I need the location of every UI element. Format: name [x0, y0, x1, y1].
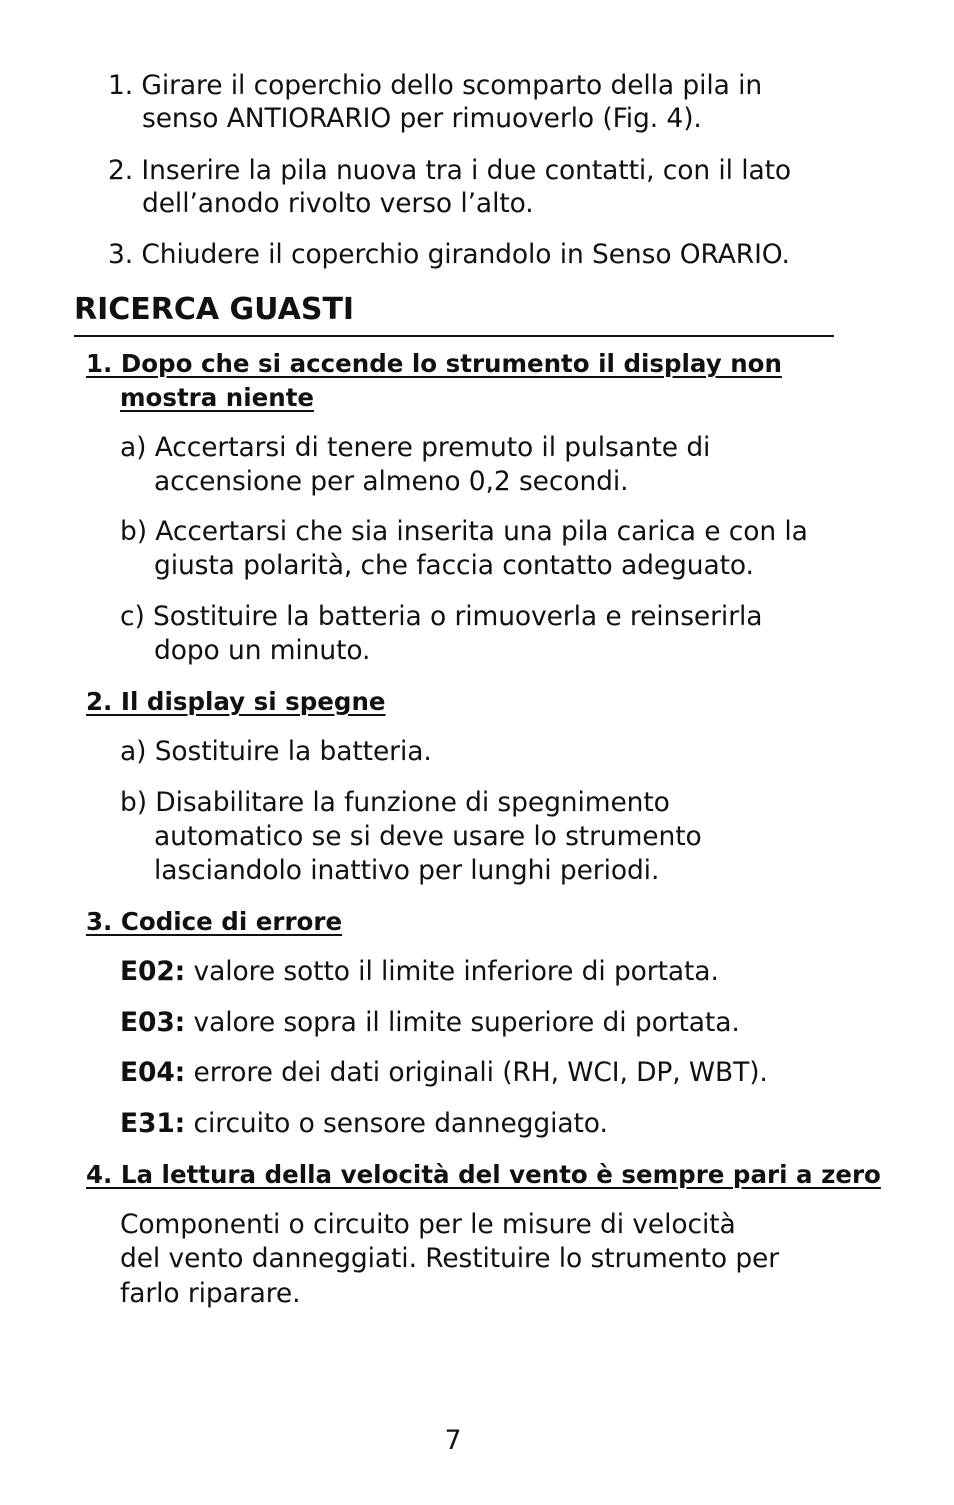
- step-2-line-1: 2. Inserire la pila nuova tra i due contatti, con il lato: [108, 155, 792, 186]
- problem-2-item-b-line-1: b) Disabilitare la funzione di spegnimento: [120, 787, 670, 818]
- problem-4-title: 4. La lettura della velocità del vento è sempre pari a zero: [86, 1160, 881, 1189]
- step-1-line-2: senso ANTIORARIO per rimuoverlo (Fig. 4).: [142, 103, 702, 134]
- error-code-label: E31:: [120, 1108, 186, 1139]
- problem-1-title-line-1: 1. Dopo che si accende lo strumento il display non: [86, 349, 782, 378]
- problem-1-item-b-line-2: giusta polarità, che faccia contatto adeguato.: [154, 550, 754, 581]
- section-divider: [74, 335, 834, 337]
- problem-4-body-line-1: Componenti o circuito per le misure di velocità: [120, 1209, 736, 1240]
- error-code-description: errore dei dati originali (RH, WCI, DP, WBT).: [185, 1057, 768, 1088]
- error-code-label: E02:: [120, 956, 186, 987]
- problem-1-item-b-line-1: b) Accertarsi che sia inserita una pila carica e con la: [120, 516, 808, 547]
- page-number: 7: [444, 1425, 462, 1456]
- error-code-row: [120, 1107, 608, 1141]
- problem-4-body-line-2: del vento danneggiati. Restituire lo strumento per: [120, 1243, 780, 1274]
- error-code-description: circuito o sensore danneggiato.: [185, 1108, 608, 1139]
- error-code-row: [120, 1006, 740, 1040]
- problem-3-title: 3. Codice di errore: [86, 907, 343, 936]
- problem-2-title: 2. Il display si spegne: [86, 687, 386, 716]
- problem-1-title-line-2: mostra niente: [120, 383, 315, 412]
- step-3-line-1: 3. Chiudere il coperchio girandolo in Senso ORARIO.: [108, 239, 790, 270]
- problem-1-item-a-line-2: accensione per almeno 0,2 secondi.: [154, 466, 629, 497]
- step-2-line-2: dell’anodo rivolto verso l’alto.: [142, 188, 534, 219]
- error-code-label: E04:: [120, 1057, 186, 1088]
- problem-4-body-line-3: farlo riparare.: [120, 1278, 301, 1309]
- error-code-description: valore sotto il limite inferiore di portata.: [185, 956, 719, 987]
- step-1-line-1: 1. Girare il coperchio dello scomparto della pila in: [108, 70, 763, 101]
- problem-1-item-c-line-1: c) Sostituire la batteria o rimuoverla e reinserirla: [120, 601, 763, 632]
- problem-2-item-a-line-1: a) Sostituire la batteria.: [120, 736, 432, 767]
- error-code-description: valore sopra il limite superiore di portata.: [185, 1007, 740, 1038]
- problem-2-item-b-line-2: automatico se si deve usare lo strumento: [154, 821, 702, 852]
- problem-1-item-a-line-1: a) Accertarsi di tenere premuto il pulsante di: [120, 432, 711, 463]
- problem-2-item-b-line-3: lasciandolo inattivo per lunghi periodi.: [154, 855, 660, 886]
- section-title: RICERCA GUASTI: [74, 292, 355, 327]
- error-code-row: [120, 1056, 768, 1090]
- problem-1-item-c-line-2: dopo un minuto.: [154, 635, 371, 666]
- error-code-row: [120, 955, 719, 989]
- error-code-label: E03:: [120, 1007, 186, 1038]
